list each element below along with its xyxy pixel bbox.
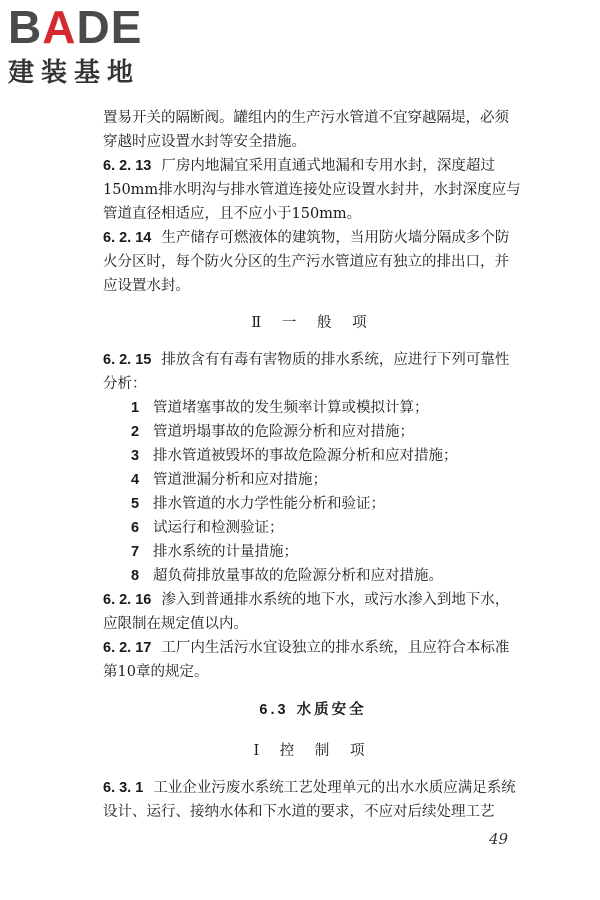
- clause-number: 6. 2. 15: [103, 352, 152, 368]
- clause-6-2-17: [103, 636, 523, 684]
- clause-text: 工厂内生活污水宜设独立的排水系统，且应符合本标准第10章的规定。: [103, 640, 510, 680]
- list-item: 5 排水管道的水力学性能分析和验证；: [131, 496, 385, 512]
- clause-6-3-1: [103, 776, 523, 824]
- clause-6-2-13: [103, 154, 523, 226]
- subheading-general: Ⅱ 一 般 项: [251, 315, 375, 331]
- clause-number: 6. 2. 14: [103, 230, 152, 246]
- list-item: 3 排水管道被毁坏的事故危险源分析和应对措施；: [131, 448, 458, 464]
- clause-text: 厂房内地漏宜采用直通式地漏和专用水封，深度超过150mm排水明沟与排水管道连接处应设置水封井，水封深度应与管道直径相适应，且不应小于150mm。: [103, 158, 521, 222]
- logo-subtitle: 建装基地: [8, 58, 141, 88]
- clause-number: 6. 3. 1: [103, 780, 144, 796]
- list-item: 7 排水系统的计量措施；: [131, 544, 298, 560]
- page-number: 49: [489, 830, 509, 848]
- page-content: [103, 106, 523, 824]
- list-item: 6 试运行和检测验证；: [131, 520, 284, 536]
- logo-wordmark: BADE: [8, 1, 143, 53]
- clause-text: 工业企业污废水系统工艺处理单元的出水水质应满足系统设计、运行、接纳水体和下水道的要求，不应对后续处理工艺: [103, 780, 516, 820]
- clause-text: 排放含有有毒有害物质的排水系统，应进行下列可靠性分析：: [103, 352, 510, 392]
- clause-6-2-14: [103, 226, 523, 298]
- reliability-analysis-list: [103, 396, 523, 588]
- list-item: 2 管道坍塌事故的危险源分析和应对措施；: [131, 424, 414, 440]
- list-item: 4 管道泄漏分析和应对措施；: [131, 472, 327, 488]
- subheading-control: Ⅰ 控 制 项: [253, 743, 373, 759]
- section-title: 水质安全: [296, 702, 367, 718]
- bade-logo: [8, 1, 178, 94]
- continuation-paragraph: 置易开关的隔断阀。罐组内的生产污水管道不宜穿越隔堤，必须穿越时应设置水封等安全措施。: [103, 110, 509, 150]
- clause-text: 渗入到普通排水系统的地下水，或污水渗入到地下水，应限制在规定值以内。: [103, 592, 510, 632]
- list-item: 8 超负荷排放量事故的危险源分析和应对措施。: [131, 568, 443, 584]
- clause-text: 生产储存可燃液体的建筑物，当用防火墙分隔成多个防火分区时，每个防火分区的生产污水管道应有独立的排出口，并应设置水封。: [103, 230, 510, 294]
- clause-number: 6. 2. 16: [103, 592, 152, 608]
- clause-6-2-15: [103, 348, 523, 396]
- clause-number: 6. 2. 13: [103, 158, 152, 174]
- section-number: 6.3: [259, 702, 289, 718]
- clause-number: 6. 2. 17: [103, 640, 152, 656]
- section-heading: [103, 698, 523, 722]
- list-item: 1 管道堵塞事故的发生频率计算或模拟计算；: [131, 400, 429, 416]
- clause-6-2-16: [103, 588, 523, 636]
